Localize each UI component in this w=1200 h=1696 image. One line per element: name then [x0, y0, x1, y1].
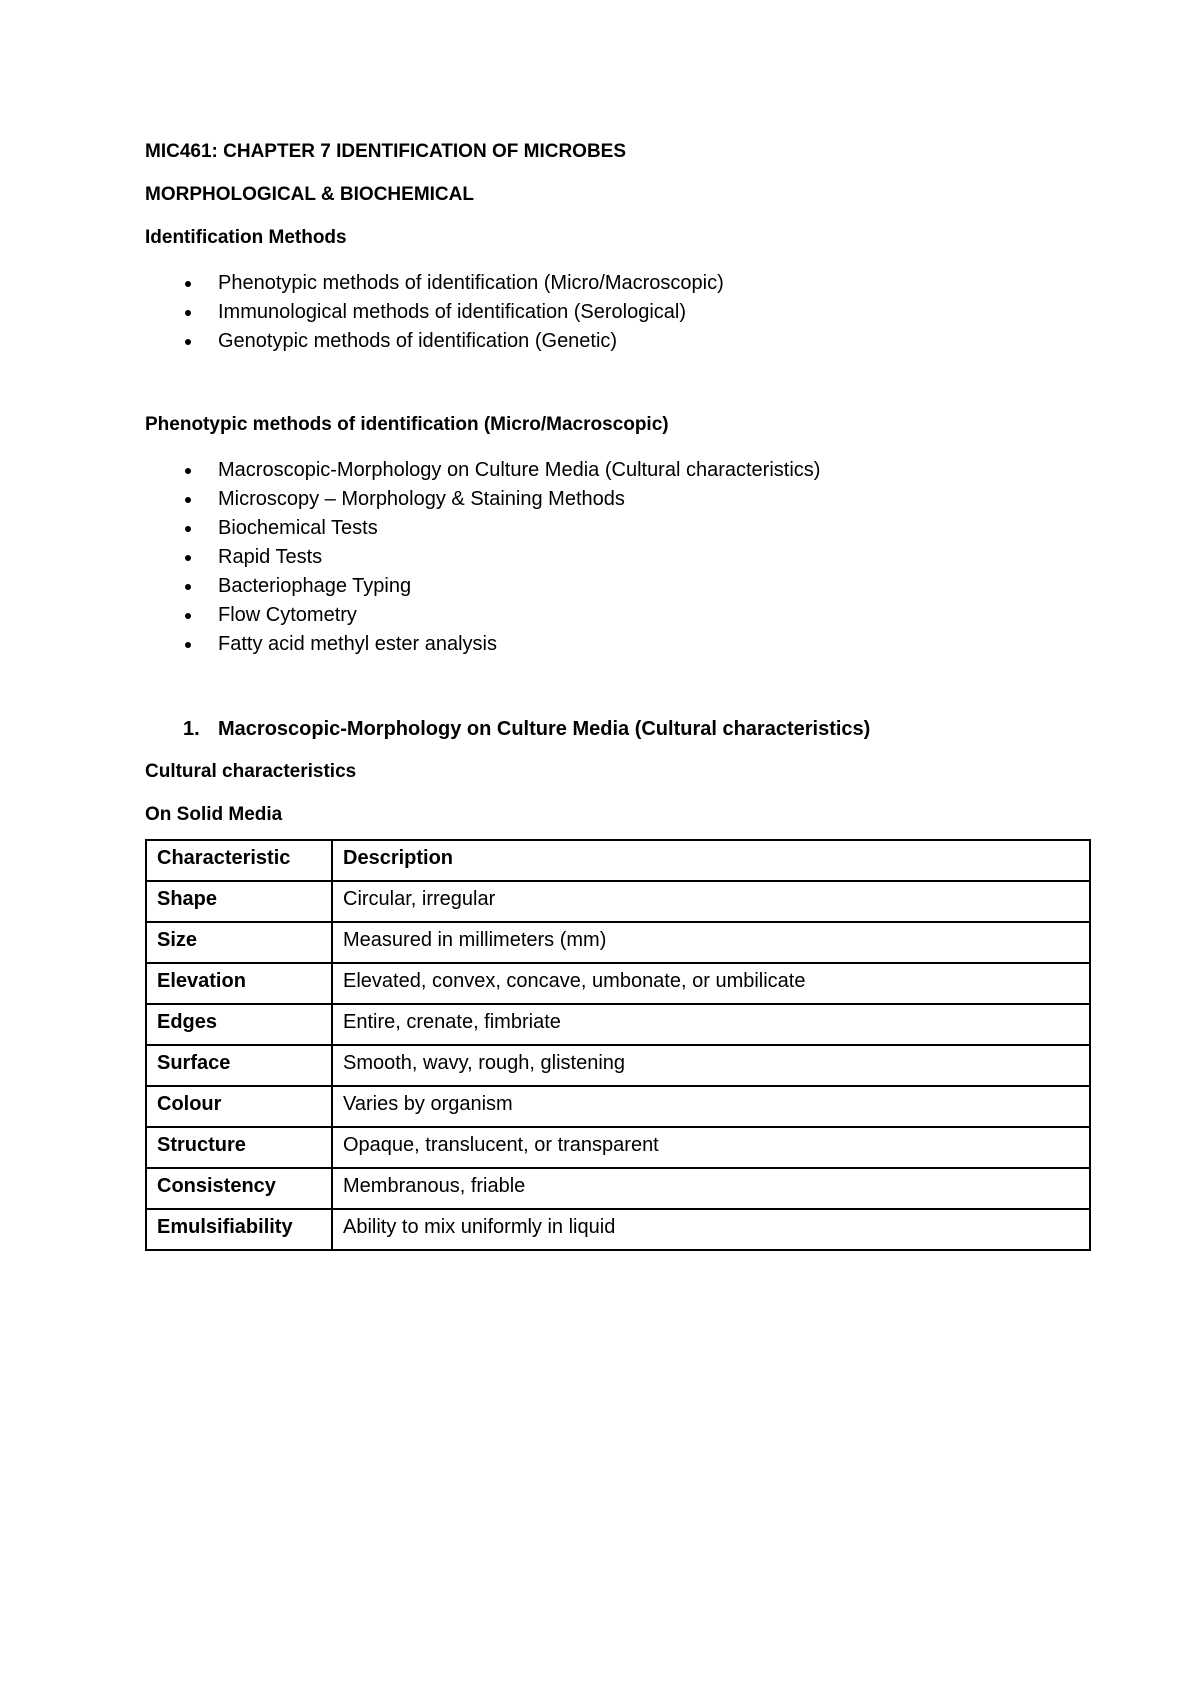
bullet-icon	[185, 584, 191, 590]
bullet-icon	[185, 310, 191, 316]
bullet-icon	[185, 613, 191, 619]
table-row	[146, 1168, 1090, 1209]
bullet-icon	[185, 497, 191, 503]
table-cell-characteristic: Consistency	[146, 1168, 332, 1209]
table-cell-characteristic: Emulsifiability	[146, 1209, 332, 1250]
table-cell-description: Circular, irregular	[332, 881, 1090, 922]
table-row	[146, 922, 1090, 963]
list-item: Microscopy – Morphology & Staining Methods	[145, 485, 1090, 514]
table-cell-description: Measured in millimeters (mm)	[332, 922, 1090, 963]
section-heading-identification-methods: Identification Methods	[145, 227, 347, 248]
table-header-cell: Description	[332, 840, 1090, 881]
subheading-on-solid-media: On Solid Media	[145, 804, 283, 825]
bullet-icon	[185, 642, 191, 648]
bullet-icon	[185, 555, 191, 561]
bullet-icon	[185, 281, 191, 287]
bullet-icon	[185, 468, 191, 474]
table-cell-description: Membranous, friable	[332, 1168, 1090, 1209]
list-item: Immunological methods of identification (Serological)	[145, 298, 1090, 327]
table-row	[146, 1004, 1090, 1045]
document-subtitle: MORPHOLOGICAL & BIOCHEMICAL	[145, 184, 474, 205]
table-cell-description: Elevated, convex, concave, umbonate, or umbilicate	[332, 963, 1090, 1004]
list-item: Rapid Tests	[145, 543, 1090, 572]
section-heading-macroscopic: Macroscopic-Morphology on Culture Media (Cultural characteristics)	[218, 718, 871, 740]
table-row	[146, 1209, 1090, 1250]
table-cell-characteristic: Edges	[146, 1004, 332, 1045]
list-item: Fatty acid methyl ester analysis	[145, 630, 1090, 659]
table-cell-characteristic: Structure	[146, 1127, 332, 1168]
table-cell-description: Ability to mix uniformly in liquid	[332, 1209, 1090, 1250]
section-number: 1.	[183, 718, 200, 740]
list-item: Biochemical Tests	[145, 514, 1090, 543]
bullet-icon	[185, 339, 191, 345]
table-header-cell: Characteristic	[146, 840, 332, 881]
list-item: Macroscopic-Morphology on Culture Media (Cultural characteristics)	[145, 456, 1090, 485]
table-cell-description: Entire, crenate, fimbriate	[332, 1004, 1090, 1045]
identification-methods-list	[145, 269, 1090, 356]
table-row	[146, 1045, 1090, 1086]
table-cell-characteristic: Shape	[146, 881, 332, 922]
subheading-cultural-characteristics: Cultural characteristics	[145, 761, 357, 782]
section-heading-phenotypic-methods: Phenotypic methods of identification (Micro/Macroscopic)	[145, 414, 669, 435]
document-page	[145, 140, 1090, 1251]
numbered-section-heading	[145, 717, 1090, 741]
table-row	[146, 881, 1090, 922]
table-cell-characteristic: Colour	[146, 1086, 332, 1127]
list-item: Phenotypic methods of identification (Micro/Macroscopic)	[145, 269, 1090, 298]
phenotypic-methods-list	[145, 456, 1090, 659]
table-cell-description: Smooth, wavy, rough, glistening	[332, 1045, 1090, 1086]
document-title: MIC461: CHAPTER 7 IDENTIFICATION OF MICROBES	[145, 141, 627, 162]
list-item: Flow Cytometry	[145, 601, 1090, 630]
table-row	[146, 1127, 1090, 1168]
table-row	[146, 963, 1090, 1004]
table-cell-characteristic: Elevation	[146, 963, 332, 1004]
table-cell-characteristic: Surface	[146, 1045, 332, 1086]
characteristics-table	[145, 839, 1091, 1251]
table-row	[146, 1086, 1090, 1127]
list-item: Bacteriophage Typing	[145, 572, 1090, 601]
bullet-icon	[185, 526, 191, 532]
table-cell-description: Varies by organism	[332, 1086, 1090, 1127]
table-header-row	[146, 840, 1090, 881]
list-item: Genotypic methods of identification (Genetic)	[145, 327, 1090, 356]
table-cell-characteristic: Size	[146, 922, 332, 963]
table-cell-description: Opaque, translucent, or transparent	[332, 1127, 1090, 1168]
